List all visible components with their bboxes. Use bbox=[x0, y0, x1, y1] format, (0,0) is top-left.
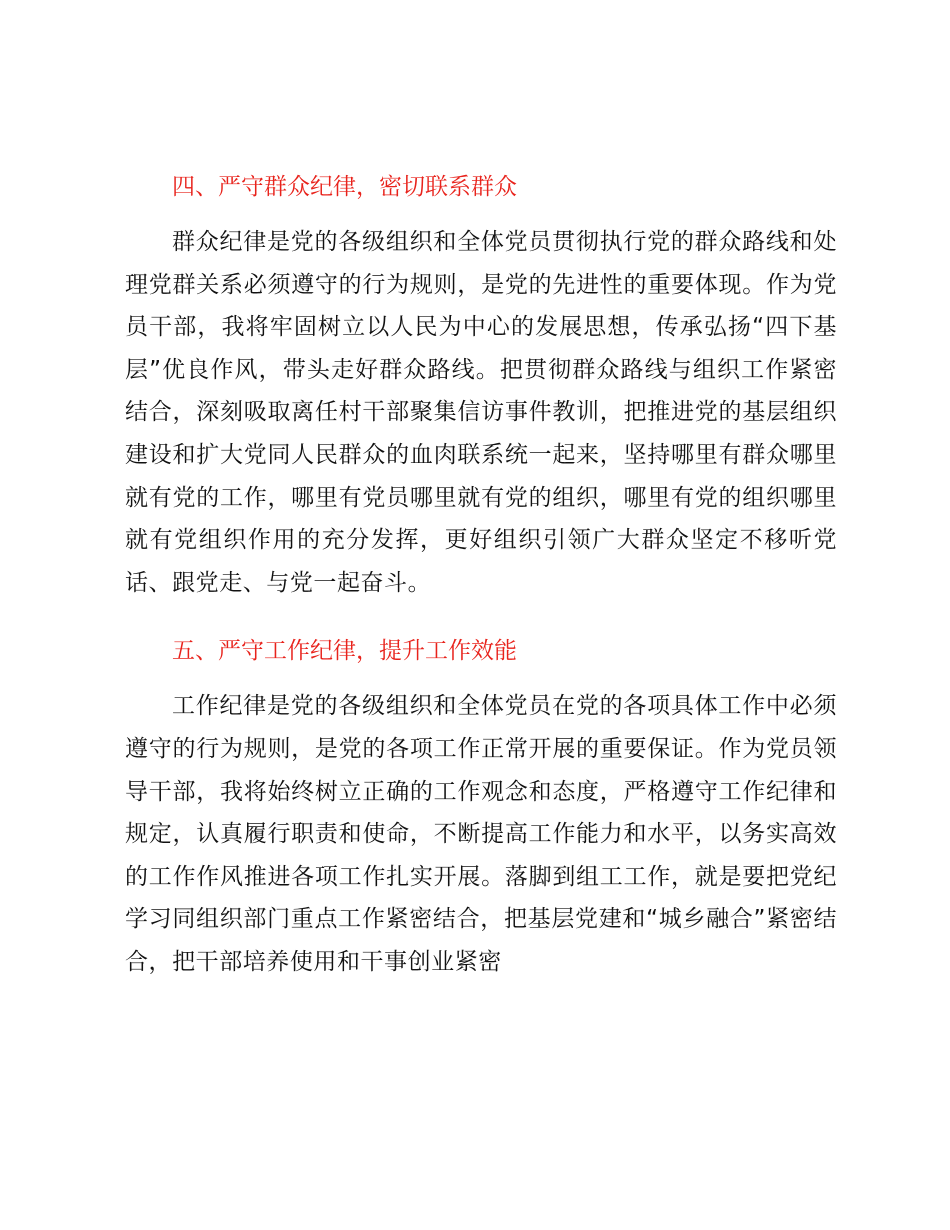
section-mass-discipline bbox=[125, 166, 837, 604]
section-work-discipline bbox=[125, 630, 837, 983]
section-paragraph: 工作纪律是党的各级组织和全体党员在党的各项具体工作中必须遵守的行为规则，是党的各项工作正常开展的重要保证。作为党员领导干部，我将始终树立正确的工作观念和态度，严格遵守工作纪律和规定，认真履行职责和使命，不断提高工作能力和水平，以务实高效的工作作风推进各项工作扎实开展。落脚到组工工作，就是要把党纪学习同组织部门重点工作紧密结合，把基层党建和“城乡融合”紧密结合，把干部培养使用和干事创业紧密 bbox=[125, 693, 837, 975]
section-heading: 四、严守群众纪律，密切联系群众 bbox=[172, 174, 517, 200]
section-paragraph: 群众纪律是党的各级组织和全体党员贯彻执行党的群众路线和处理党群关系必须遵守的行为规则，是党的先进性的重要体现。作为党员干部，我将牢固树立以人民为中心的发展思想，传承弘扬“四下基层”优良作风，带头走好群众路线。把贯彻群众路线与组织工作紧密结合，深刻吸取离任村干部聚集信访事件教训，把推进党的基层组织建设和扩大党同人民群众的血肉联系统一起来，坚持哪里有群众哪里就有党的工作，哪里有党员哪里就有党的组织，哪里有党的组织哪里就有党组织作用的充分发挥，更好组织引领广大群众坚定不移听党话、跟党走、与党一起奋斗。 bbox=[125, 229, 837, 596]
document-body bbox=[125, 166, 837, 984]
section-heading: 五、严守工作纪律，提升工作效能 bbox=[172, 638, 517, 665]
